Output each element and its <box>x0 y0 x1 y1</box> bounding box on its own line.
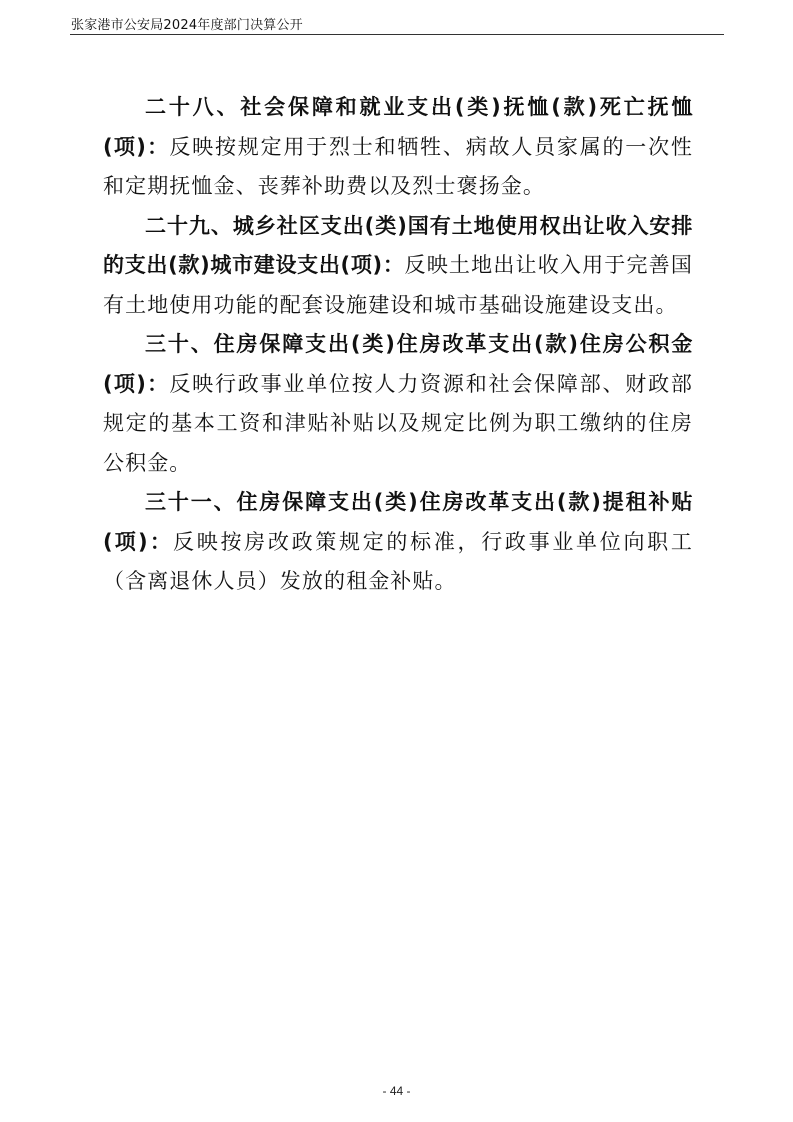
paragraph-title: 二十八、社会保障和就业支出(类)抚恤(款)死亡抚恤(项)： <box>103 95 693 159</box>
paragraph-31 <box>103 483 693 602</box>
paragraph-30 <box>103 325 693 483</box>
header-divider <box>70 34 724 35</box>
running-header: 张家港市公安局2024年度部门决算公开 <box>71 18 303 33</box>
paragraph-29 <box>103 207 693 326</box>
paragraph-text: 反映按规定用于烈士和牺牲、病故人员家属的一次性和定期抚恤金、丧葬补助费以及烈士褒扬金。 <box>103 134 693 198</box>
page-number: - 44 - <box>382 1084 411 1098</box>
document-body <box>103 88 693 602</box>
paragraph-text: 反映行政事业单位按人力资源和社会保障部、财政部规定的基本工资和津贴补贴以及规定比例为职工缴纳的住房公积金。 <box>103 371 693 475</box>
paragraph-title: 三十、住房保障支出(类)住房改革支出(款)住房公积金(项)： <box>103 332 693 396</box>
paragraph-28 <box>103 88 693 207</box>
paragraph-title: 三十一、住房保障支出(类)住房改革支出(款)提租补贴(项)： <box>103 490 693 554</box>
paragraph-text: 反映土地出让收入用于完善国有土地使用功能的配套设施建设和城市基础设施建设支出。 <box>103 253 693 317</box>
paragraph-text: 反映按房改政策规定的标准，行政事业单位向职工（含离退休人员）发放的租金补贴。 <box>103 529 693 593</box>
paragraph-title: 二十九、城乡社区支出(类)国有土地使用权出让收入安排的支出(款)城市建设支出(项)： <box>103 213 693 277</box>
